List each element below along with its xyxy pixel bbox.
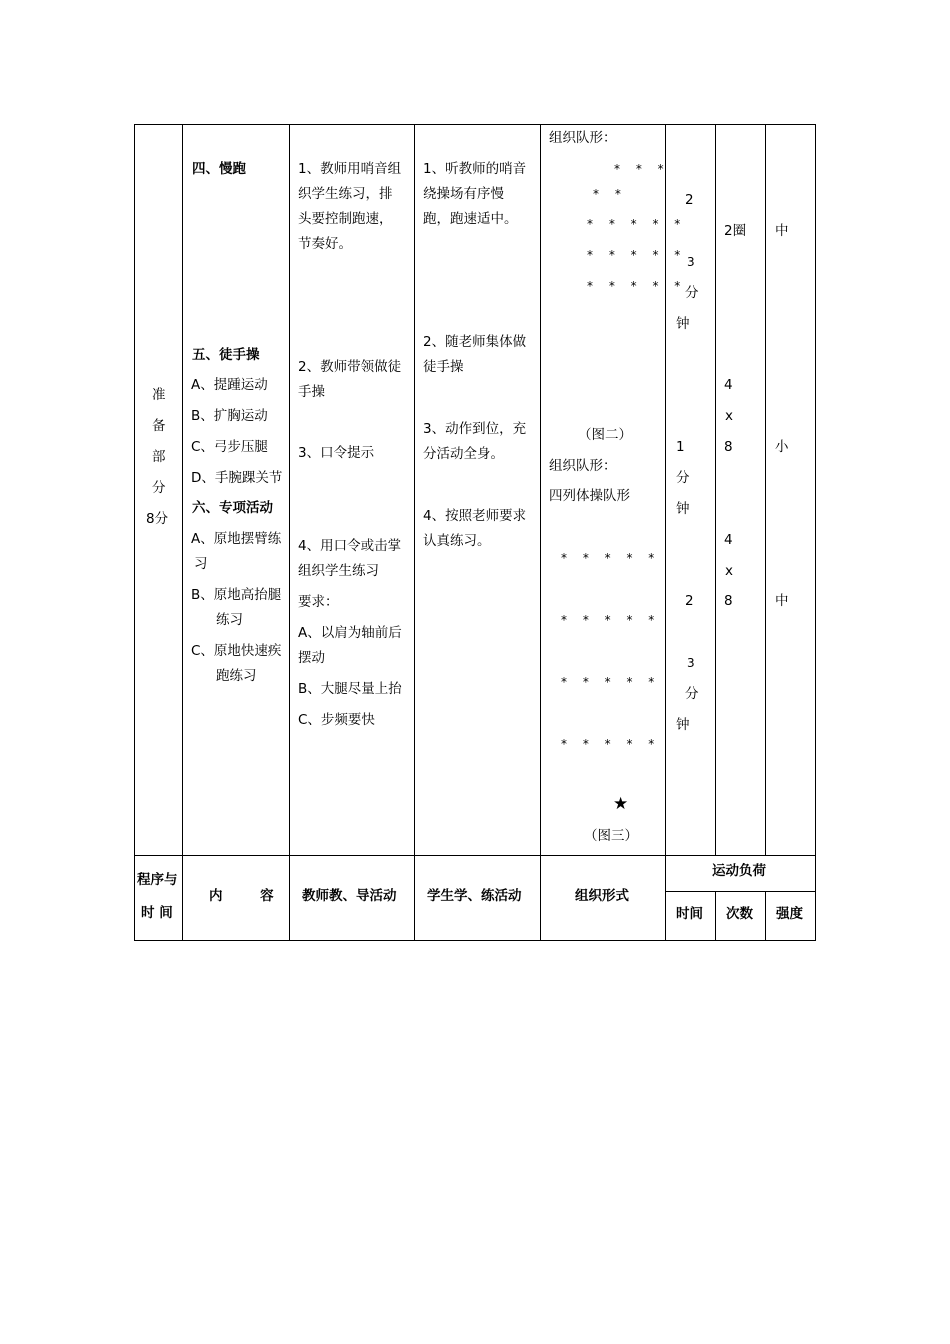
content-heading: 五、徒手操 — [192, 347, 260, 363]
figure-caption: （图三） — [584, 828, 638, 844]
time-unit: 钟 — [676, 717, 690, 733]
student-line: 绕操场有序慢 — [423, 186, 504, 202]
student-line: 1、听教师的哨音 — [423, 161, 527, 177]
formation-row: * * * * * — [561, 675, 661, 689]
content-item: A、提踵运动 — [191, 377, 268, 393]
time-unit: 分 — [685, 686, 699, 702]
time-unit: 分 — [676, 470, 690, 486]
student-line: 3、动作到位，充 — [423, 421, 527, 437]
org-label: 组织队形： — [549, 458, 617, 474]
content-item: C、原地快速疾 — [191, 643, 282, 659]
count-value: 4 — [724, 532, 733, 548]
formation-row: * * * — [614, 162, 670, 176]
teacher-line: 织学生练习，排 — [298, 186, 393, 202]
time-unit: 分 — [685, 285, 699, 301]
content-item-cont: 习 — [194, 556, 208, 572]
time-unit: 钟 — [676, 501, 690, 517]
student-line: 分活动全身。 — [423, 446, 504, 462]
formation-row: * * * * * — [561, 551, 661, 565]
content-item-cont: 练习 — [216, 612, 243, 628]
teacher-line: 头要控制跑速， — [298, 211, 393, 227]
count-value: 8 — [724, 593, 733, 609]
teacher-star-icon: ★ — [613, 794, 629, 814]
org-label: 组织队形： — [549, 130, 617, 146]
teacher-line: A、以肩为轴前后 — [298, 625, 402, 641]
formation-row: * * * * * — [587, 248, 687, 262]
formation-row: * * * * * — [561, 737, 661, 751]
intensity-value: 中 — [775, 593, 789, 609]
time-value: 3 — [687, 255, 695, 269]
teacher-line: 2、教师带领做徒 — [298, 359, 402, 375]
time-value: 2 — [685, 192, 694, 208]
header-content: 内 容 — [209, 888, 274, 904]
student-line: 4、按照老师要求 — [423, 508, 527, 524]
student-line: 2、随老师集体做 — [423, 334, 527, 350]
content-item: B、扩胸运动 — [191, 408, 268, 424]
header-teacher: 教师教、导活动 — [302, 888, 397, 904]
teacher-line: C、步频要快 — [298, 712, 375, 728]
intensity-value: 小 — [775, 439, 789, 455]
intensity-value: 中 — [775, 223, 789, 239]
student-line: 认真练习。 — [423, 533, 491, 549]
header-time-label: 时 间 — [141, 905, 173, 921]
content-item: C、弓步压腿 — [191, 439, 268, 455]
student-line: 跑，跑速适中。 — [423, 211, 518, 227]
formation-row: * * — [593, 187, 627, 201]
time-unit: 钟 — [676, 316, 690, 332]
teacher-line: 3、口令提示 — [298, 445, 375, 461]
count-value: 2圈 — [724, 223, 747, 239]
section-char: 准 — [152, 387, 166, 403]
content-item: A、原地摆臂练 — [191, 531, 282, 547]
formation-row: * * * * * — [561, 613, 661, 627]
content-heading: 四、慢跑 — [192, 161, 246, 177]
header-load-intensity: 强度 — [776, 906, 803, 922]
content-item: B、原地高抬腿 — [191, 587, 282, 603]
teacher-line: 摆动 — [298, 650, 325, 666]
count-value: 4 — [724, 377, 733, 393]
time-value: 1 — [676, 439, 685, 455]
section-duration: 8分 — [146, 511, 169, 527]
count-value: 8 — [724, 439, 733, 455]
count-value: x — [725, 408, 733, 424]
teacher-line: 手操 — [298, 384, 325, 400]
time-value: 2 — [685, 593, 694, 609]
teacher-line: 1、教师用哨音组 — [298, 161, 402, 177]
figure-caption: （图二） — [578, 427, 632, 443]
content-heading: 六、专项活动 — [192, 500, 273, 516]
header-student: 学生学、练活动 — [427, 888, 522, 904]
section-char: 部 — [152, 449, 166, 465]
header-load-count: 次数 — [726, 906, 753, 922]
student-line: 徒手操 — [423, 359, 464, 375]
header-organization: 组织形式 — [575, 888, 629, 904]
teacher-line: 组织学生练习 — [298, 563, 379, 579]
teacher-line: B、大腿尽量上抬 — [298, 681, 402, 697]
formation-row: * * * * * — [587, 279, 687, 293]
count-value: x — [725, 563, 733, 579]
section-char: 备 — [152, 418, 166, 434]
header-exercise-load: 运动负荷 — [712, 863, 766, 879]
section-char: 分 — [152, 480, 166, 496]
org-label: 四列体操队形 — [549, 488, 630, 504]
header-procedure: 程序与 — [137, 872, 178, 888]
teacher-line: 要求： — [298, 594, 339, 610]
content-item: D、手腕踝关节 — [191, 470, 283, 486]
header-load-time: 时间 — [676, 906, 703, 922]
teacher-line: 4、用口令或击掌 — [298, 538, 402, 554]
teacher-line: 节奏好。 — [298, 236, 352, 252]
time-value: 3 — [687, 656, 695, 670]
formation-row: * * * * * — [587, 217, 687, 231]
content-item-cont: 跑练习 — [216, 668, 257, 684]
